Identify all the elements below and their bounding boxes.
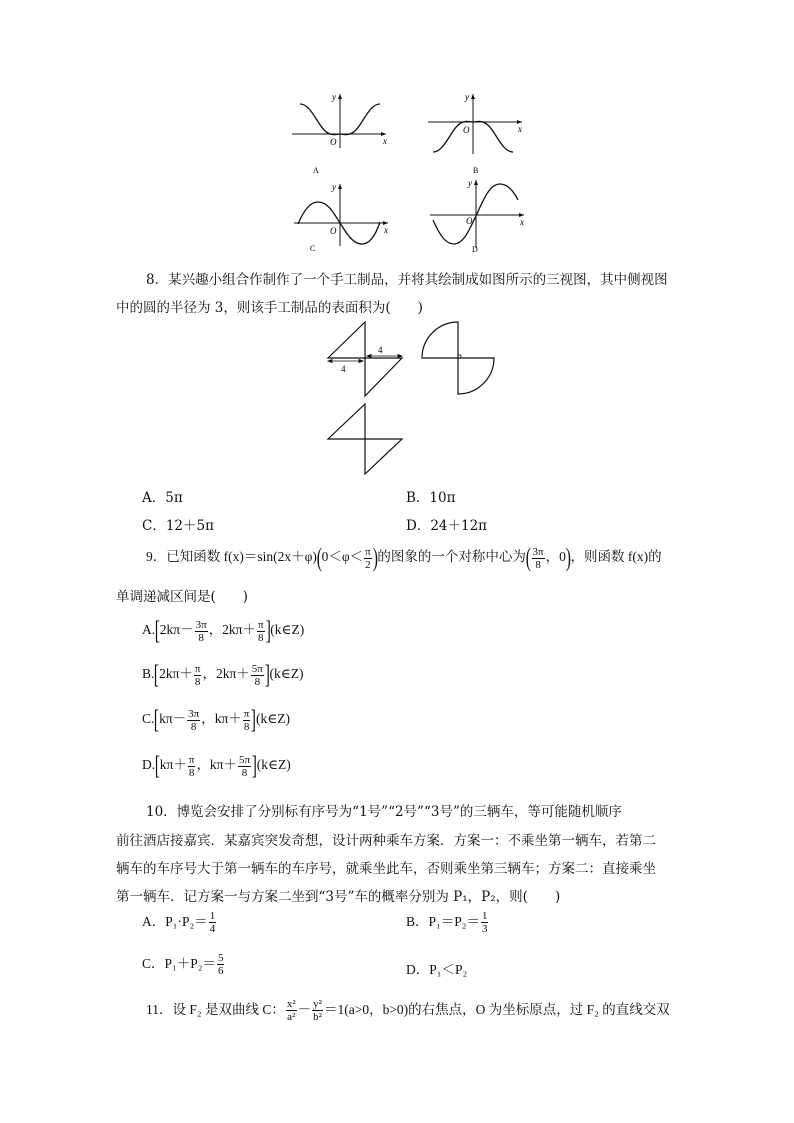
q9-stem-prefix: 9．已知函数 f(x)＝sin(2x＋φ): [146, 549, 317, 565]
q9-a-d2: 8: [258, 631, 264, 644]
q9-cond-frac: [364, 546, 372, 571]
q8-option-c[interactable]: C．12＋5π: [142, 518, 214, 534]
q9-stem-suffix: ，则函数 f(x)的: [570, 549, 662, 565]
q9-b-n2: 5π: [251, 662, 263, 675]
q9-c-tail: (k∈Z): [256, 711, 290, 727]
graph-c-y-label: y: [332, 182, 336, 192]
q9-b-tail: (k∈Z): [269, 666, 304, 682]
q9-cond-den: 2: [365, 558, 371, 571]
q9-c-open: [: [154, 705, 160, 734]
graph-a: [292, 92, 387, 175]
q9-c-frac1: [187, 708, 200, 733]
q9-b-frac2: [251, 663, 264, 688]
q9-option-c[interactable]: [142, 707, 290, 733]
q9-a-frac1: [195, 619, 208, 644]
q9-b-label: B.: [142, 666, 155, 682]
q10-option-d[interactable]: D．P₁＜P₂: [406, 962, 468, 977]
dimension-left: [328, 360, 363, 363]
graph-d-y-label: y: [468, 178, 472, 188]
q9-center-frac: [532, 546, 545, 571]
graph-c-origin-label: O: [330, 226, 337, 236]
q9-option-b[interactable]: [142, 662, 304, 688]
q9-d-label: D.: [142, 757, 156, 773]
q9-c-frac2: [243, 708, 251, 733]
graph-b: [428, 92, 522, 175]
q10-option-a[interactable]: [142, 910, 217, 935]
q10-a-text: A．P₁·P₂＝: [142, 914, 208, 929]
q9-option-d[interactable]: [142, 753, 291, 779]
q9-stem-line2: 单调递减区间是( ): [116, 589, 249, 605]
q9-b-p1: 2kπ＋: [159, 666, 193, 682]
graph-d-origin-label: O: [466, 216, 473, 226]
q9-a-d1: 8: [198, 631, 204, 644]
q9-c-p2: ，kπ＋: [201, 711, 242, 727]
q11-stem-line1: [146, 998, 670, 1023]
q10-stem-line4: 第一辆车．记方案一与方案二坐到“3号”车的概率分别为 P₁，P₂，则( ): [116, 889, 561, 905]
q9-a-p1: 2kπ－: [159, 622, 194, 638]
q9-a-frac2: [257, 619, 265, 644]
q9-c-n1: 3π: [188, 707, 200, 720]
q9-center-tail: ，0: [545, 549, 566, 565]
q10-c-num: 5: [217, 952, 224, 965]
graph-b-x-label: x: [518, 124, 522, 134]
q9-a-close: ]: [265, 616, 271, 645]
q10-a-den: 4: [209, 923, 216, 936]
q11-prefix: 11．设 F₂ 是双曲线 C：: [146, 1002, 285, 1017]
q10-stem-line2: 前往酒店接嘉宾．某嘉宾突发奇想，设计两种乘车方案．方案一：不乘坐第一辆车，若第二: [116, 833, 656, 849]
q9-d-n2: 5π: [239, 753, 251, 766]
q9-a-n2: π: [258, 618, 264, 631]
q9-b-d2: 8: [254, 675, 261, 688]
q10-a-frac: [209, 910, 217, 935]
q9-d-frac2: [238, 754, 251, 779]
q9-b-close: ]: [264, 660, 270, 689]
graph-a-label: A: [313, 166, 319, 175]
q9-c-d2: 8: [243, 720, 250, 733]
q9-a-n1: 3π: [195, 618, 207, 631]
graph-d-x-label: x: [520, 217, 524, 227]
q9-d-d2: 8: [241, 766, 248, 779]
q11-x2: x²: [286, 998, 296, 1011]
q9-d-frac1: [188, 754, 196, 779]
graph-b-label: B: [473, 166, 479, 175]
q11-b2: b²: [313, 1011, 322, 1024]
q11-frac-x: [286, 998, 297, 1023]
graph-a-x-label: x: [383, 136, 387, 146]
q9-center-num: 3π: [532, 545, 544, 558]
q11-y2: y²: [313, 998, 322, 1011]
q8-option-b[interactable]: B．10π: [406, 490, 456, 506]
q10-stem-line1: 10．博览会安排了分别标有序号为“1号”“2号”“3号”的三辆车，等可能随机顺序: [146, 804, 622, 820]
q9-stem-line1: [146, 545, 662, 571]
q9-center-open: (: [525, 543, 531, 572]
q8-stem-line1: 8．某兴趣小组合作制作了一个手工制品，并将其绘制成如图所示的三视图，其中侧视图: [146, 272, 668, 288]
q10-option-b[interactable]: [406, 910, 489, 935]
q9-c-n2: π: [243, 707, 250, 720]
q9-b-open: [: [154, 660, 160, 689]
front-view: [328, 322, 402, 396]
q10-a-num: 1: [209, 910, 216, 923]
q11-suffix: ＝1(a>0，b>0)的右焦点，O 为坐标原点，过 F₂ 的直线交双: [323, 1002, 670, 1017]
q10-c-text: C．P₁＋P₂＝: [142, 956, 216, 971]
q10-b-num: 1: [481, 910, 488, 923]
q9-cond-left: 0＜φ＜: [321, 549, 364, 565]
graph-d: [430, 178, 524, 253]
graph-a-y-label: y: [332, 92, 336, 102]
q9-b-p2: ，2kπ＋: [202, 666, 250, 682]
q9-center-close: ): [565, 543, 571, 572]
q10-c-den: 6: [217, 965, 224, 978]
q9-a-label: A.: [142, 622, 156, 638]
dimension-top-label: 4: [378, 345, 383, 355]
graph-b-y-label: y: [465, 92, 469, 102]
q9-a-tail: (k∈Z): [270, 622, 305, 638]
q9-d-close: ]: [251, 751, 258, 780]
dimension-left-label: 4: [341, 364, 346, 374]
q9-d-p1: kπ＋: [159, 757, 187, 773]
q9-d-d1: 8: [188, 766, 195, 779]
graph-d-label: D: [472, 245, 478, 253]
q9-paren-open: (: [316, 543, 322, 572]
q8-option-a[interactable]: A．5π: [142, 490, 183, 506]
q9-c-d1: 8: [190, 720, 197, 733]
three-view-diagram: [320, 318, 520, 478]
q9-d-n1: π: [188, 753, 195, 766]
q9-cond-num: π: [365, 545, 371, 558]
q11-a2: a²: [287, 1011, 296, 1024]
q8-option-d[interactable]: D．24＋12π: [406, 518, 488, 534]
q10-stem-line3: 辆车的车序号大于第一辆车的车序号，就乘坐此车，否则乘坐第三辆车；方案二：直接乘坐: [116, 861, 656, 877]
side-view: [422, 322, 494, 394]
q9-c-label: C.: [142, 711, 155, 727]
q9-a-open: [: [154, 616, 161, 645]
q9-a-p2: ，2kπ＋: [208, 622, 257, 638]
graph-b-origin-label: O: [463, 125, 470, 135]
graph-c-x-label: x: [384, 225, 388, 235]
top-view: [328, 404, 402, 474]
q9-c-close: ]: [251, 705, 257, 734]
graph-a-origin-label: O: [330, 137, 337, 147]
q9-option-a[interactable]: [142, 618, 304, 644]
q9-center-den: 8: [535, 558, 541, 571]
q9-b-frac1: [194, 663, 202, 688]
q9-d-open: [: [154, 751, 161, 780]
q9-c-p1: kπ－: [159, 711, 187, 727]
q10-option-c[interactable]: [142, 952, 225, 977]
q11-minus: －: [297, 1002, 312, 1017]
q9-b-d1: 8: [194, 675, 201, 688]
q10-c-frac: [217, 952, 225, 977]
q10-b-text: B．P₁＝P₂＝: [406, 914, 480, 929]
graph-c-label: C: [310, 244, 316, 253]
q9-d-tail: (k∈Z): [256, 757, 291, 773]
graph-c: [294, 182, 388, 253]
q9-d-p2: ，kπ＋: [196, 757, 238, 773]
q11-frac-y: [312, 998, 323, 1023]
q8-stem-line2: 中的圆的半径为 3，则该手工制品的表面积为( ): [116, 300, 423, 316]
dimension-top: [367, 355, 402, 358]
q9-paren-close: ): [372, 543, 378, 572]
function-graphs: [280, 88, 540, 253]
q10-b-den: 3: [481, 923, 488, 936]
q9-b-n1: π: [194, 662, 201, 675]
q10-b-frac: [481, 910, 489, 935]
q9-mid-text: 的图象的一个对称中心为: [377, 549, 526, 565]
